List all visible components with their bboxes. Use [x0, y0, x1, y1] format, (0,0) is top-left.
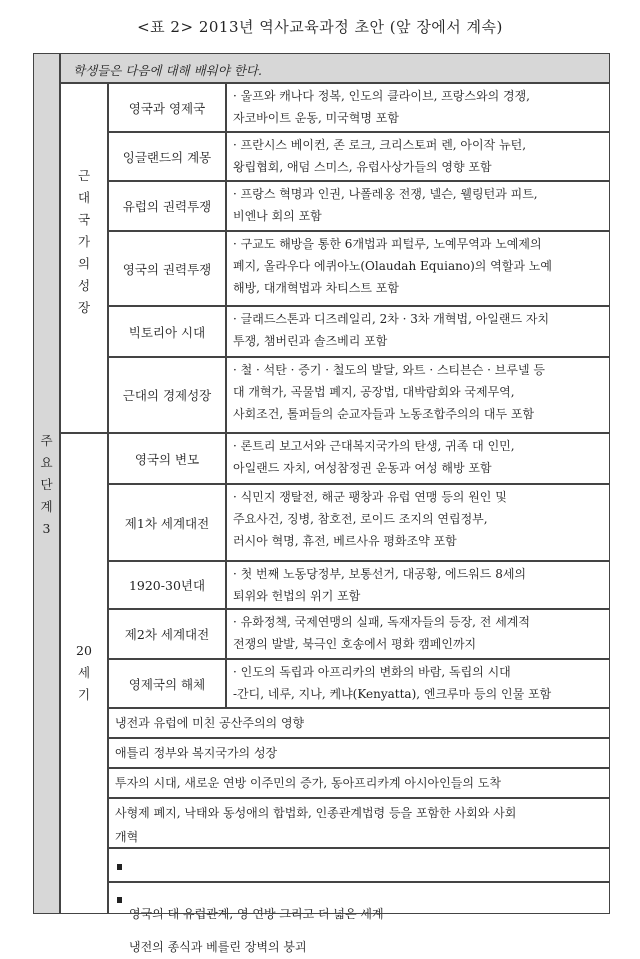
- section2-label: [60, 640, 108, 706]
- description-cell: · 인도의 독립과 아프리카의 변화의 바람, 독립의 시대 -간디, 네루, 지나, 케냐(Kenyatta), 엔크루마 등의 인물 포함: [226, 659, 610, 708]
- description-cell: · 철 · 석탄 · 증기 · 철도의 발달, 와트 · 스티븐슨 · 브루넬 등 대 개혁가, 곡물법 폐지, 공장법, 대박람회와 국제무역, 사회조건, 톨퍼들의 순교자들과 노동조합주의의 대두 포함: [226, 357, 610, 433]
- bullet-item-text: 냉전의 종식과 베를린 장벽의 붕괴: [129, 940, 307, 954]
- stage-char: 요: [40, 455, 53, 470]
- description-cell: · 첫 번째 노동당정부, 보통선거, 대공황, 에드워드 8세의 퇴위와 헌법의 위기 포함: [226, 561, 610, 609]
- description-cell: · 프란시스 베이컨, 존 로크, 크리스토퍼 렌, 아이작 뉴턴, 왕립협회, 애덤 스미스, 유럽사상가들의 영향 포함: [226, 132, 610, 181]
- topic-cell: 제2차 세계대전: [108, 609, 226, 659]
- section1-char: 장: [77, 300, 91, 315]
- description-cell: · 구교도 해방을 통한 6개법과 피털루, 노예무역과 노예제의 폐지, 올라우다 에퀴아노(Olaudah Equiano)의 역할과 노예 해방, 대개혁법과 차티스트 포함: [226, 231, 610, 306]
- topic-cell: 빅토리아 시대: [108, 306, 226, 357]
- section1-char: 가: [77, 234, 91, 249]
- description-cell: · 유화정책, 국제연맹의 실패, 독재자들의 등장, 전 세계적 전쟁의 발발, 북극인 호송에서 평화 캠페인까지: [226, 609, 610, 659]
- list-item: 투자의 시대, 새로운 연방 이주민의 증가, 동아프리카계 아시아인들의 도착: [108, 768, 610, 798]
- topic-cell: 근대의 경제성장: [108, 357, 226, 433]
- topic-cell: 유럽의 권력투쟁: [108, 181, 226, 231]
- list-item: 애틀리 정부와 복지국가의 성장: [108, 738, 610, 768]
- section1-char: 성: [77, 278, 91, 293]
- section1-char: 의: [77, 256, 91, 271]
- topic-cell: 1920-30년대: [108, 561, 226, 609]
- list-item: 냉전과 유럽에 미친 공산주의의 영향: [108, 708, 610, 738]
- description-cell: · 론트리 보고서와 근대복지국가의 탄생, 귀족 대 인민, 아일랜드 자치, 여성참정권 운동과 여성 해방 포함: [226, 433, 610, 484]
- topic-cell: 잉글랜드의 계몽: [108, 132, 226, 181]
- bullet-list-item: [108, 882, 610, 954]
- description-cell: · 프랑스 혁명과 인권, 나폴레옹 전쟁, 넬슨, 웰링턴과 피트, 비엔나 회의 포함: [226, 181, 610, 231]
- topic-cell: 영국의 권력투쟁: [108, 231, 226, 306]
- section2-char: 20: [76, 643, 92, 658]
- topic-cell: 영국과 영제국: [108, 83, 226, 132]
- description-cell: · 식민지 쟁탈전, 해군 팽창과 유럽 연맹 등의 원인 및 주요사건, 징병, 참호전, 로이드 조지의 연립정부, 러시아 혁명, 휴전, 베르사유 평화조약 포함: [226, 484, 610, 561]
- topic-cell: 영제국의 해체: [108, 659, 226, 708]
- bullet-icon: [117, 864, 122, 870]
- section2-char: 기: [77, 687, 91, 702]
- table-header: 학생들은 다음에 대해 배워야 한다.: [60, 53, 610, 83]
- table-caption: <표 2> 2013년 역사교육과정 초안 (앞 장에서 계속): [137, 18, 503, 36]
- topic-cell: 영국의 변모: [108, 433, 226, 484]
- list-item: 사형제 폐지, 낙태와 동성애의 합법화, 인종관계법령 등을 포함한 사회와 사회 개혁: [108, 798, 610, 848]
- stage-char: 주: [40, 433, 53, 448]
- bullet-icon: [117, 897, 122, 903]
- stage-char: 3: [42, 521, 51, 536]
- section1-char: 근: [77, 168, 91, 183]
- section2-char: 세: [77, 665, 91, 680]
- description-cell: · 울프와 캐나다 정복, 인도의 클라이브, 프랑스와의 경쟁, 자코바이트 운동, 미국혁명 포함: [226, 83, 610, 132]
- description-cell: · 글래드스톤과 디즈레일리, 2차 · 3차 개혁법, 아일랜드 자치 투쟁, 챔버린과 솔즈베리 포함: [226, 306, 610, 357]
- stage-char: 단: [40, 477, 53, 492]
- bullet-list-item: [108, 848, 610, 921]
- section1-char: 국: [77, 212, 91, 227]
- stage-char: 계: [40, 499, 53, 514]
- section1-label: [60, 165, 108, 319]
- bullet-item-text: 영국의 대 유럽관계, 영 연방 그리고 더 넓은 세계: [129, 907, 384, 921]
- topic-cell: 제1차 세계대전: [108, 484, 226, 561]
- section1-char: 대: [77, 190, 91, 205]
- stage-label: [33, 430, 60, 540]
